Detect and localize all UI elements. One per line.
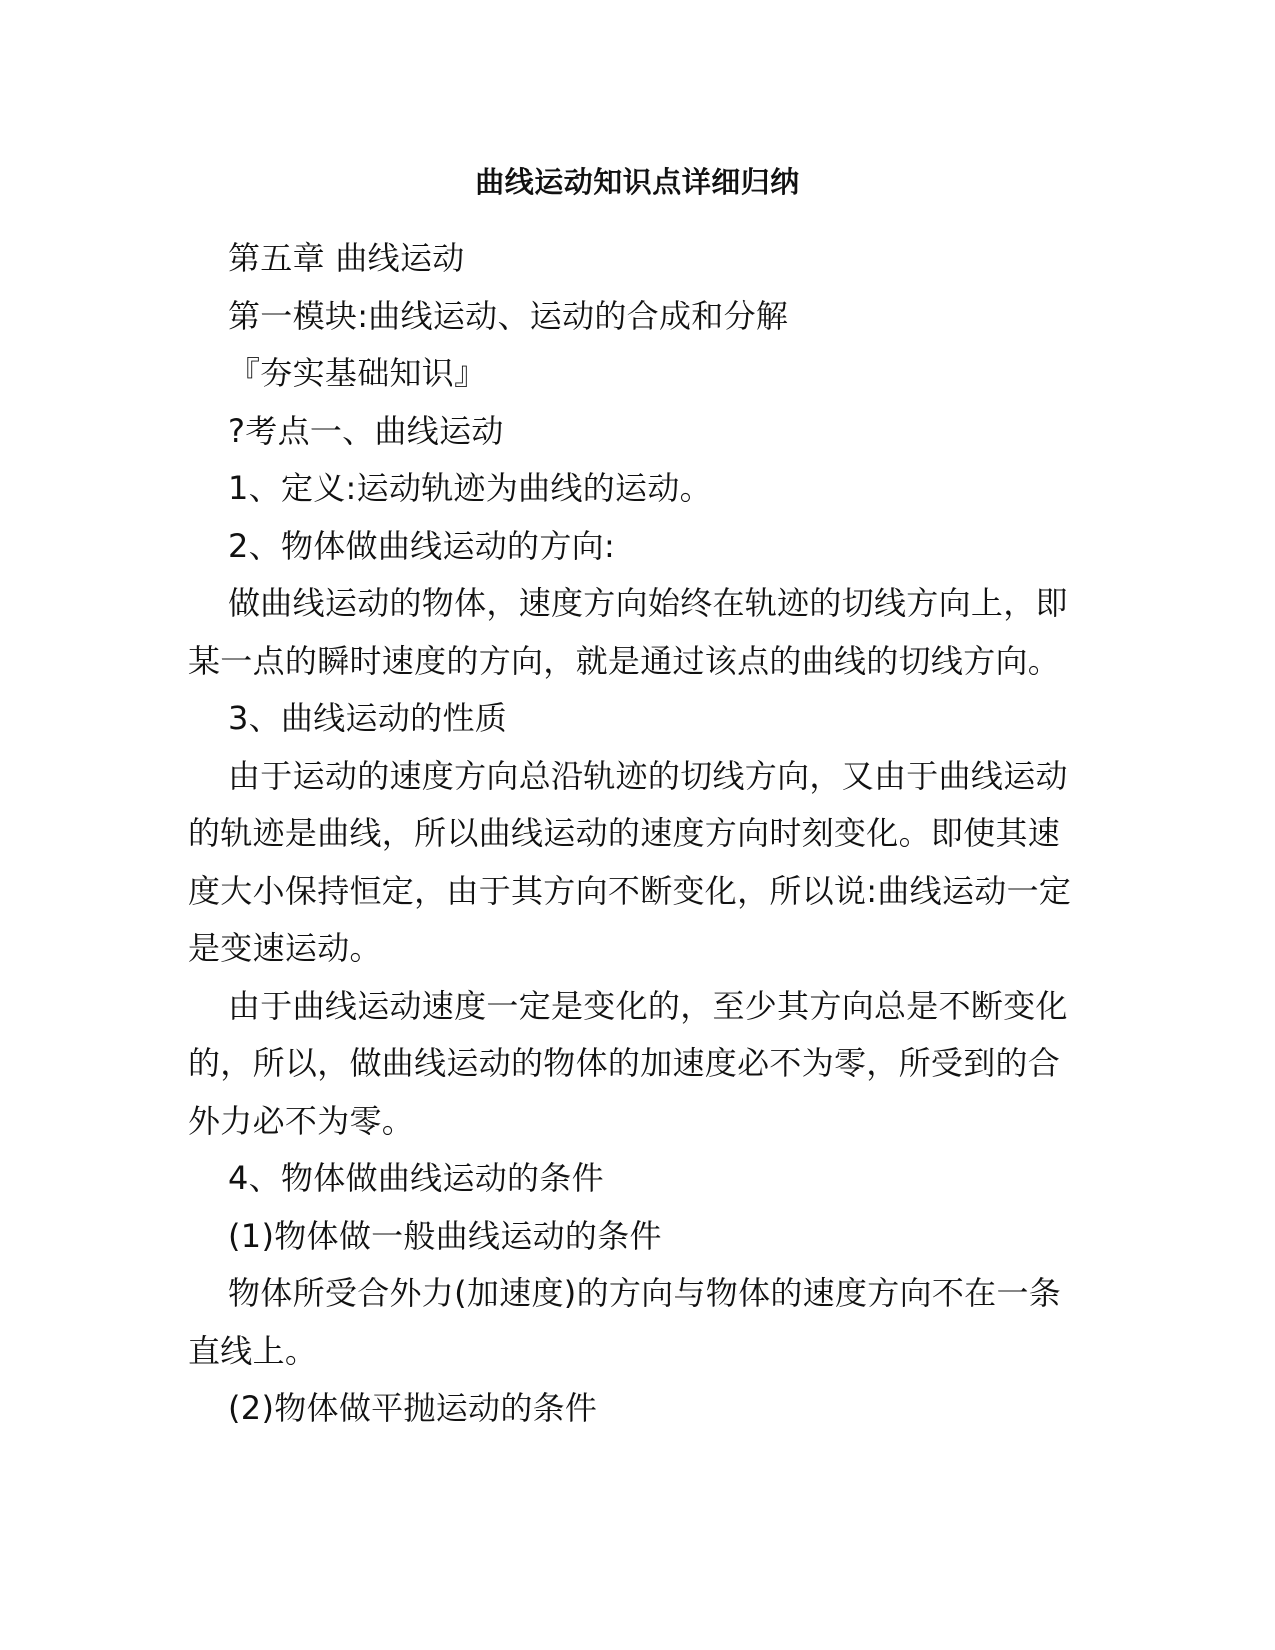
module-heading: 第一模块:曲线运动、运动的合成和分解: [228, 296, 789, 335]
property-paragraph-1: 由于运动的速度方向总沿轨迹的切线方向，又由于曲线运动的轨迹是曲线，所以曲线运动的速度方向时刻变化。即使其速度大小保持恒定，由于其方向不断变化，所以说:曲线运动一定是变速运动。: [188, 756, 1072, 967]
topic-heading: ?考点一、曲线运动: [228, 411, 504, 450]
document-title: 曲线运动知识点详细归纳: [475, 165, 800, 199]
condition-item: 4、物体做曲线运动的条件: [228, 1159, 604, 1197]
section-heading: 『夯实基础知识』: [228, 354, 487, 392]
direction-paragraph: 做曲线运动的物体，速度方向始终在轨迹的切线方向上，即某一点的瞬时速度的方向，就是通过该点的曲线的切线方向。: [188, 584, 1068, 680]
condition-subitem-2: (2)物体做平抛运动的条件: [228, 1389, 598, 1427]
condition-paragraph: 物体所受合外力(加速度)的方向与物体的速度方向不在一条直线上。: [188, 1274, 1062, 1370]
condition-subitem-1: (1)物体做一般曲线运动的条件: [228, 1216, 662, 1255]
chapter-heading: 第五章 曲线运动: [228, 239, 465, 277]
property-item: 3、曲线运动的性质: [228, 699, 508, 737]
definition-item: 1、定义:运动轨迹为曲线的运动。: [228, 469, 712, 507]
document-body: [188, 230, 1088, 1438]
property-paragraph-2: 由于曲线运动速度一定是变化的，至少其方向总是不断变化的，所以，做曲线运动的物体的加速度必不为零，所受到的合外力必不为零。: [188, 986, 1068, 1140]
direction-item: 2、物体做曲线运动的方向:: [228, 526, 616, 565]
